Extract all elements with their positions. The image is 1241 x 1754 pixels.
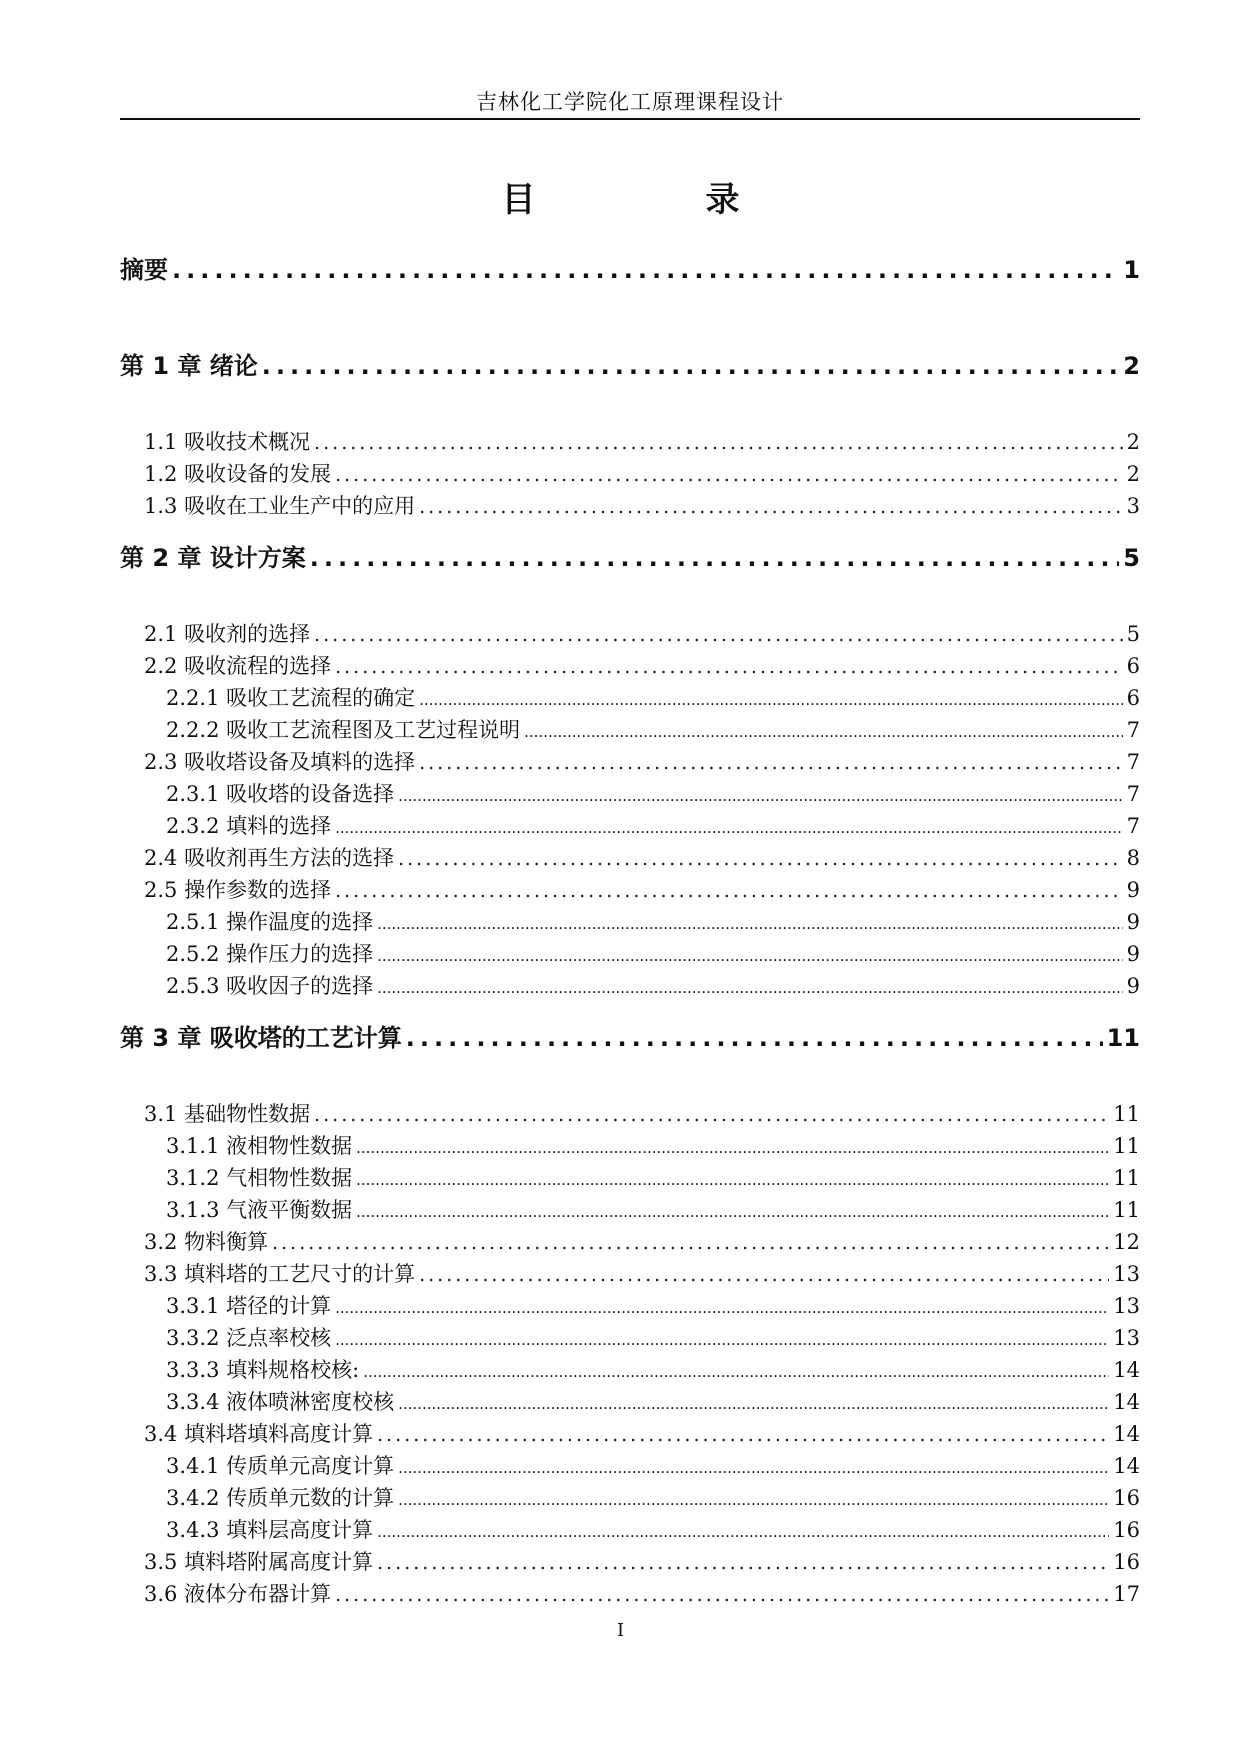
toc-entry-label: 第 1 章 绪论 [120, 352, 258, 380]
toc-entry-page: 13 [1113, 1326, 1140, 1350]
toc-entry[interactable] [120, 714, 1140, 746]
toc-entry-page: 17 [1113, 1582, 1140, 1606]
header-rule [120, 118, 1140, 120]
toc-entry[interactable] [120, 842, 1140, 874]
toc-entry[interactable] [120, 1226, 1140, 1258]
toc-entry[interactable] [120, 650, 1140, 682]
toc-entry-page: 14 [1113, 1358, 1140, 1382]
toc-entry-page: 16 [1113, 1550, 1140, 1574]
toc-entry-page: 16 [1113, 1486, 1140, 1510]
toc-entry-page: 13 [1113, 1262, 1140, 1286]
toc-dot-leader [406, 1018, 1103, 1058]
toc-entry[interactable] [120, 874, 1140, 906]
toc-entry-label: 1.3 吸收在工业生产中的应用 [144, 494, 416, 518]
toc-entry-label: 3.1 基础物性数据 [144, 1102, 311, 1126]
toc-dot-leader [335, 459, 1123, 491]
toc-entry-label: 2.3 吸收塔设备及填料的选择 [144, 750, 416, 774]
toc-entry-page: 7 [1126, 782, 1140, 806]
toc-entry-label: 2.5.3 吸收因子的选择 [166, 974, 374, 998]
toc-entry-page: 16 [1113, 1518, 1140, 1542]
toc-entry[interactable] [120, 970, 1140, 1002]
toc-entry[interactable] [120, 746, 1140, 778]
toc-entry[interactable] [120, 682, 1140, 714]
toc-dot-leader [314, 1099, 1109, 1131]
toc-entry-label: 2.3.1 吸收塔的设备选择 [166, 782, 395, 806]
running-header: 吉林化工学院化工原理课程设计 [476, 90, 784, 114]
toc-dot-leader [172, 250, 1119, 290]
toc-entry-page: 14 [1113, 1454, 1140, 1478]
toc-entry-label: 第 2 章 设计方案 [120, 544, 306, 572]
toc-entry-page: 9 [1126, 878, 1140, 902]
toc-entry-page: 5 [1126, 622, 1140, 646]
toc-entry-label: 1.2 吸收设备的发展 [144, 462, 332, 486]
toc-dot-leader [398, 780, 1123, 812]
toc-entry[interactable] [120, 1386, 1140, 1418]
toc-entry-label: 摘要 [120, 256, 168, 284]
toc-dot-leader [419, 684, 1123, 716]
toc-dot-leader [524, 716, 1123, 748]
toc-dot-leader [335, 651, 1123, 683]
toc-entry-page: 12 [1113, 1230, 1140, 1254]
toc-entry-label: 3.5 填料塔附属高度计算 [144, 1550, 374, 1574]
toc-title [0, 172, 1241, 221]
toc-entry-page: 2 [1123, 352, 1140, 380]
toc-entry-page: 8 [1126, 846, 1140, 870]
toc-entry-page: 7 [1126, 750, 1140, 774]
toc-entry[interactable] [120, 1130, 1140, 1162]
toc-dot-leader [262, 346, 1120, 386]
toc-entry[interactable] [120, 538, 1140, 618]
toc-entry-label: 2.5.2 操作压力的选择 [166, 942, 374, 966]
toc-entry-page: 13 [1113, 1294, 1140, 1318]
toc-dot-leader [377, 1547, 1109, 1579]
toc-entry[interactable] [120, 1354, 1140, 1386]
toc-entry-page: 1 [1123, 256, 1140, 284]
toc-entry[interactable] [120, 426, 1140, 458]
toc-entry-label: 3.4.1 传质单元高度计算 [166, 1454, 395, 1478]
toc-entry[interactable] [120, 1450, 1140, 1482]
toc-entry-label: 2.1 吸收剂的选择 [144, 622, 311, 646]
toc-entry-page: 6 [1126, 654, 1140, 678]
toc-entry[interactable] [120, 938, 1140, 970]
toc-dot-leader [310, 538, 1120, 578]
toc-dot-leader [356, 1164, 1109, 1196]
toc-dot-leader [356, 1132, 1109, 1164]
toc-entry-label: 3.4.2 传质单元数的计算 [166, 1486, 395, 1510]
toc-entry-page: 2 [1126, 462, 1140, 486]
toc-entry-page: 2 [1126, 430, 1140, 454]
toc-entry-page: 14 [1113, 1422, 1140, 1446]
toc-entry[interactable] [120, 1322, 1140, 1354]
toc-dot-leader [377, 1516, 1109, 1548]
toc-entry-page: 6 [1126, 686, 1140, 710]
toc-entry-label: 3.1.1 液相物性数据 [166, 1134, 353, 1158]
toc-entry[interactable] [120, 1514, 1140, 1546]
toc-entry-label: 2.5.1 操作温度的选择 [166, 910, 374, 934]
toc-dot-leader [419, 491, 1123, 523]
page-number: I [616, 1620, 625, 1641]
toc-entry-page: 11 [1113, 1198, 1140, 1222]
toc-dot-leader [398, 1388, 1109, 1420]
toc-entry[interactable] [120, 1018, 1140, 1098]
toc-dot-leader [314, 427, 1123, 459]
toc-dot-leader [377, 908, 1123, 940]
toc-entry-label: 3.6 液体分布器计算 [144, 1582, 332, 1606]
toc-entry-label: 2.2 吸收流程的选择 [144, 654, 332, 678]
toc-entry[interactable] [120, 1162, 1140, 1194]
toc-title-char-1: 目 [501, 180, 536, 220]
toc-dot-leader [377, 1419, 1109, 1451]
toc-entry-page: 11 [1113, 1102, 1140, 1126]
toc-entry-page: 11 [1113, 1134, 1140, 1158]
toc-entry-label: 3.1.3 气液平衡数据 [166, 1198, 353, 1222]
toc-entry[interactable] [120, 490, 1140, 522]
toc-entry-page: 9 [1126, 910, 1140, 934]
toc-entry[interactable] [120, 1098, 1140, 1130]
toc-dot-leader [363, 1356, 1109, 1388]
toc-entry[interactable] [120, 1546, 1140, 1578]
toc-entry-label: 1.1 吸收技术概况 [144, 430, 311, 454]
toc-title-char-2: 录 [705, 180, 740, 220]
toc-entry[interactable] [120, 778, 1140, 810]
toc-entry-page: 9 [1126, 974, 1140, 998]
toc-entry-page: 11 [1113, 1166, 1140, 1190]
toc-entry-label: 3.3.4 液体喷淋密度校核 [166, 1390, 395, 1414]
toc-entry-label: 3.3.3 填料规格校核: [166, 1358, 360, 1382]
toc-dot-leader [356, 1196, 1109, 1228]
toc-dot-leader [398, 1484, 1109, 1516]
toc-dot-leader [335, 1292, 1109, 1324]
toc-entry[interactable] [120, 1418, 1140, 1450]
toc-dot-leader [335, 812, 1123, 844]
toc-dot-leader [419, 747, 1123, 779]
toc-entry[interactable] [120, 1258, 1140, 1290]
toc-entry-label: 第 3 章 吸收塔的工艺计算 [120, 1024, 402, 1052]
toc-entry-label: 3.4 填料塔填料高度计算 [144, 1422, 374, 1446]
toc-entry-label: 2.5 操作参数的选择 [144, 878, 332, 902]
toc-entry-page: 7 [1126, 814, 1140, 838]
toc-entry-label: 2.2.2 吸收工艺流程图及工艺过程说明 [166, 718, 521, 742]
table-of-contents [120, 250, 1140, 1610]
toc-entry-label: 3.3 填料塔的工艺尺寸的计算 [144, 1262, 416, 1286]
toc-entry-label: 2.2.1 吸收工艺流程的确定 [166, 686, 416, 710]
toc-entry-label: 2.3.2 填料的选择 [166, 814, 332, 838]
toc-entry[interactable] [120, 1194, 1140, 1226]
toc-entry[interactable] [120, 906, 1140, 938]
toc-entry[interactable] [120, 346, 1140, 426]
toc-entry[interactable] [120, 1290, 1140, 1322]
toc-entry-label: 3.4.3 填料层高度计算 [166, 1518, 374, 1542]
toc-entry[interactable] [120, 250, 1140, 330]
toc-dot-leader [398, 1452, 1109, 1484]
toc-entry-label: 3.3.1 塔径的计算 [166, 1294, 332, 1318]
toc-entry-label: 2.4 吸收剂再生方法的选择 [144, 846, 395, 870]
toc-dot-leader [335, 1579, 1109, 1611]
toc-entry-page: 7 [1126, 718, 1140, 742]
toc-entry-page: 9 [1126, 942, 1140, 966]
toc-dot-leader [335, 1324, 1109, 1356]
toc-entry-page: 3 [1126, 494, 1140, 518]
toc-entry[interactable] [120, 1578, 1140, 1610]
toc-entry-label: 3.2 物料衡算 [144, 1230, 269, 1254]
toc-dot-leader [377, 940, 1123, 972]
toc-entry[interactable] [120, 1482, 1140, 1514]
toc-entry-label: 3.1.2 气相物性数据 [166, 1166, 353, 1190]
toc-dot-leader [398, 843, 1123, 875]
toc-dot-leader [377, 972, 1123, 1004]
toc-entry-label: 3.3.2 泛点率校核 [166, 1326, 332, 1350]
toc-entry[interactable] [120, 458, 1140, 490]
toc-dot-leader [314, 619, 1123, 651]
toc-dot-leader [335, 875, 1123, 907]
toc-entry-page: 11 [1106, 1024, 1140, 1052]
toc-entry-page: 14 [1113, 1390, 1140, 1414]
toc-dot-leader [272, 1227, 1109, 1259]
toc-entry[interactable] [120, 618, 1140, 650]
toc-dot-leader [419, 1259, 1109, 1291]
toc-entry[interactable] [120, 810, 1140, 842]
toc-entry-page: 5 [1123, 544, 1140, 572]
